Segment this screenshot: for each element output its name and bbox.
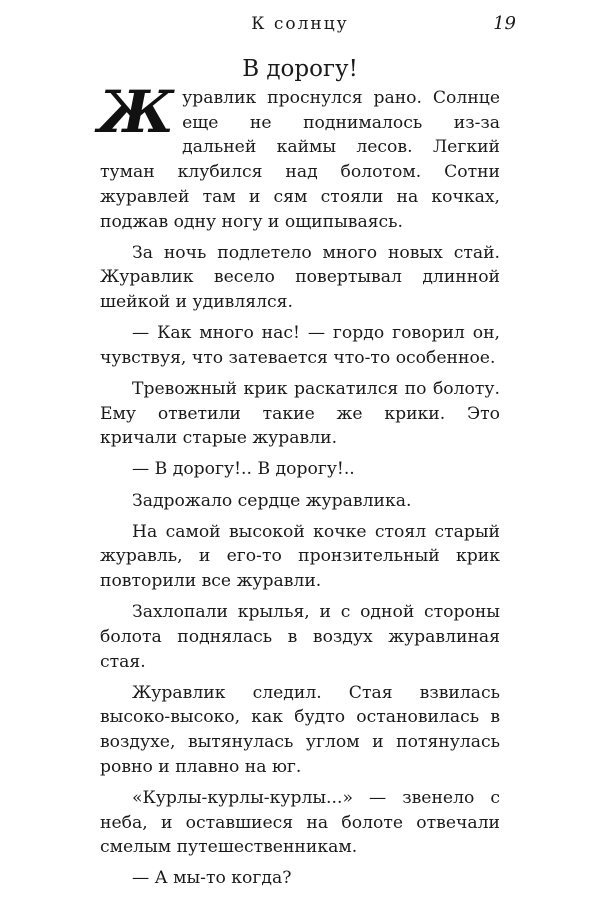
chapter-title: В дорогу!: [242, 56, 358, 82]
paragraph-9: Журавлик следил. Стая взвилась высоко-высоко, как будто остановилась в воздухе, вытянулась углом и потянулась ровно и плавно на юг.: [100, 682, 500, 777]
paragraph-2: За ночь подлетело много новых стай. Журавлик весело повертывал длинной шейкой и удивлялся.: [100, 242, 500, 313]
paragraph-8: Захлопали крылья, и с одной стороны болота поднялась в воздух журавлиная стая.: [100, 602, 500, 672]
running-header-title: К солнцу: [251, 14, 349, 34]
paragraph-4: Тревожный крик раскатился по болоту. Ему ответили такие же крики. Это кричали старые журавли.: [100, 378, 500, 449]
drop-cap-letter: Ж: [98, 78, 175, 146]
paragraph-7: На самой высокой кочке стоял старый журавль, и его-то пронзительный крик повторили все журавли.: [100, 521, 500, 591]
paragraph-1: [98, 78, 500, 234]
paragraph-11: — А мы-то когда?: [132, 868, 292, 889]
paragraph-6: Задрожало сердце журавлика.: [132, 490, 412, 511]
paragraph-1-text: уравлик проснулся рано. Солнце еще не поднималось из-за дальней каймы лесов. Легкий туман клубился над болотом. Сотни журавлей там и сям стояли на кочках, поджав одну ногу и ощипываясь.: [100, 88, 500, 232]
page-number: 19: [493, 13, 516, 34]
paragraph-10: «Курлы-курлы-курлы...» — звенело с неба, и оставшиеся на болоте отвечали смелым путешественникам.: [100, 787, 500, 858]
paragraph-3: — Как много нас! — гордо говорил он, чувствуя, что затевается что-то особенное.: [100, 323, 500, 368]
paragraph-5: — В дорогу!.. В дорогу!..: [132, 459, 355, 480]
chapter-body: [98, 78, 500, 897]
